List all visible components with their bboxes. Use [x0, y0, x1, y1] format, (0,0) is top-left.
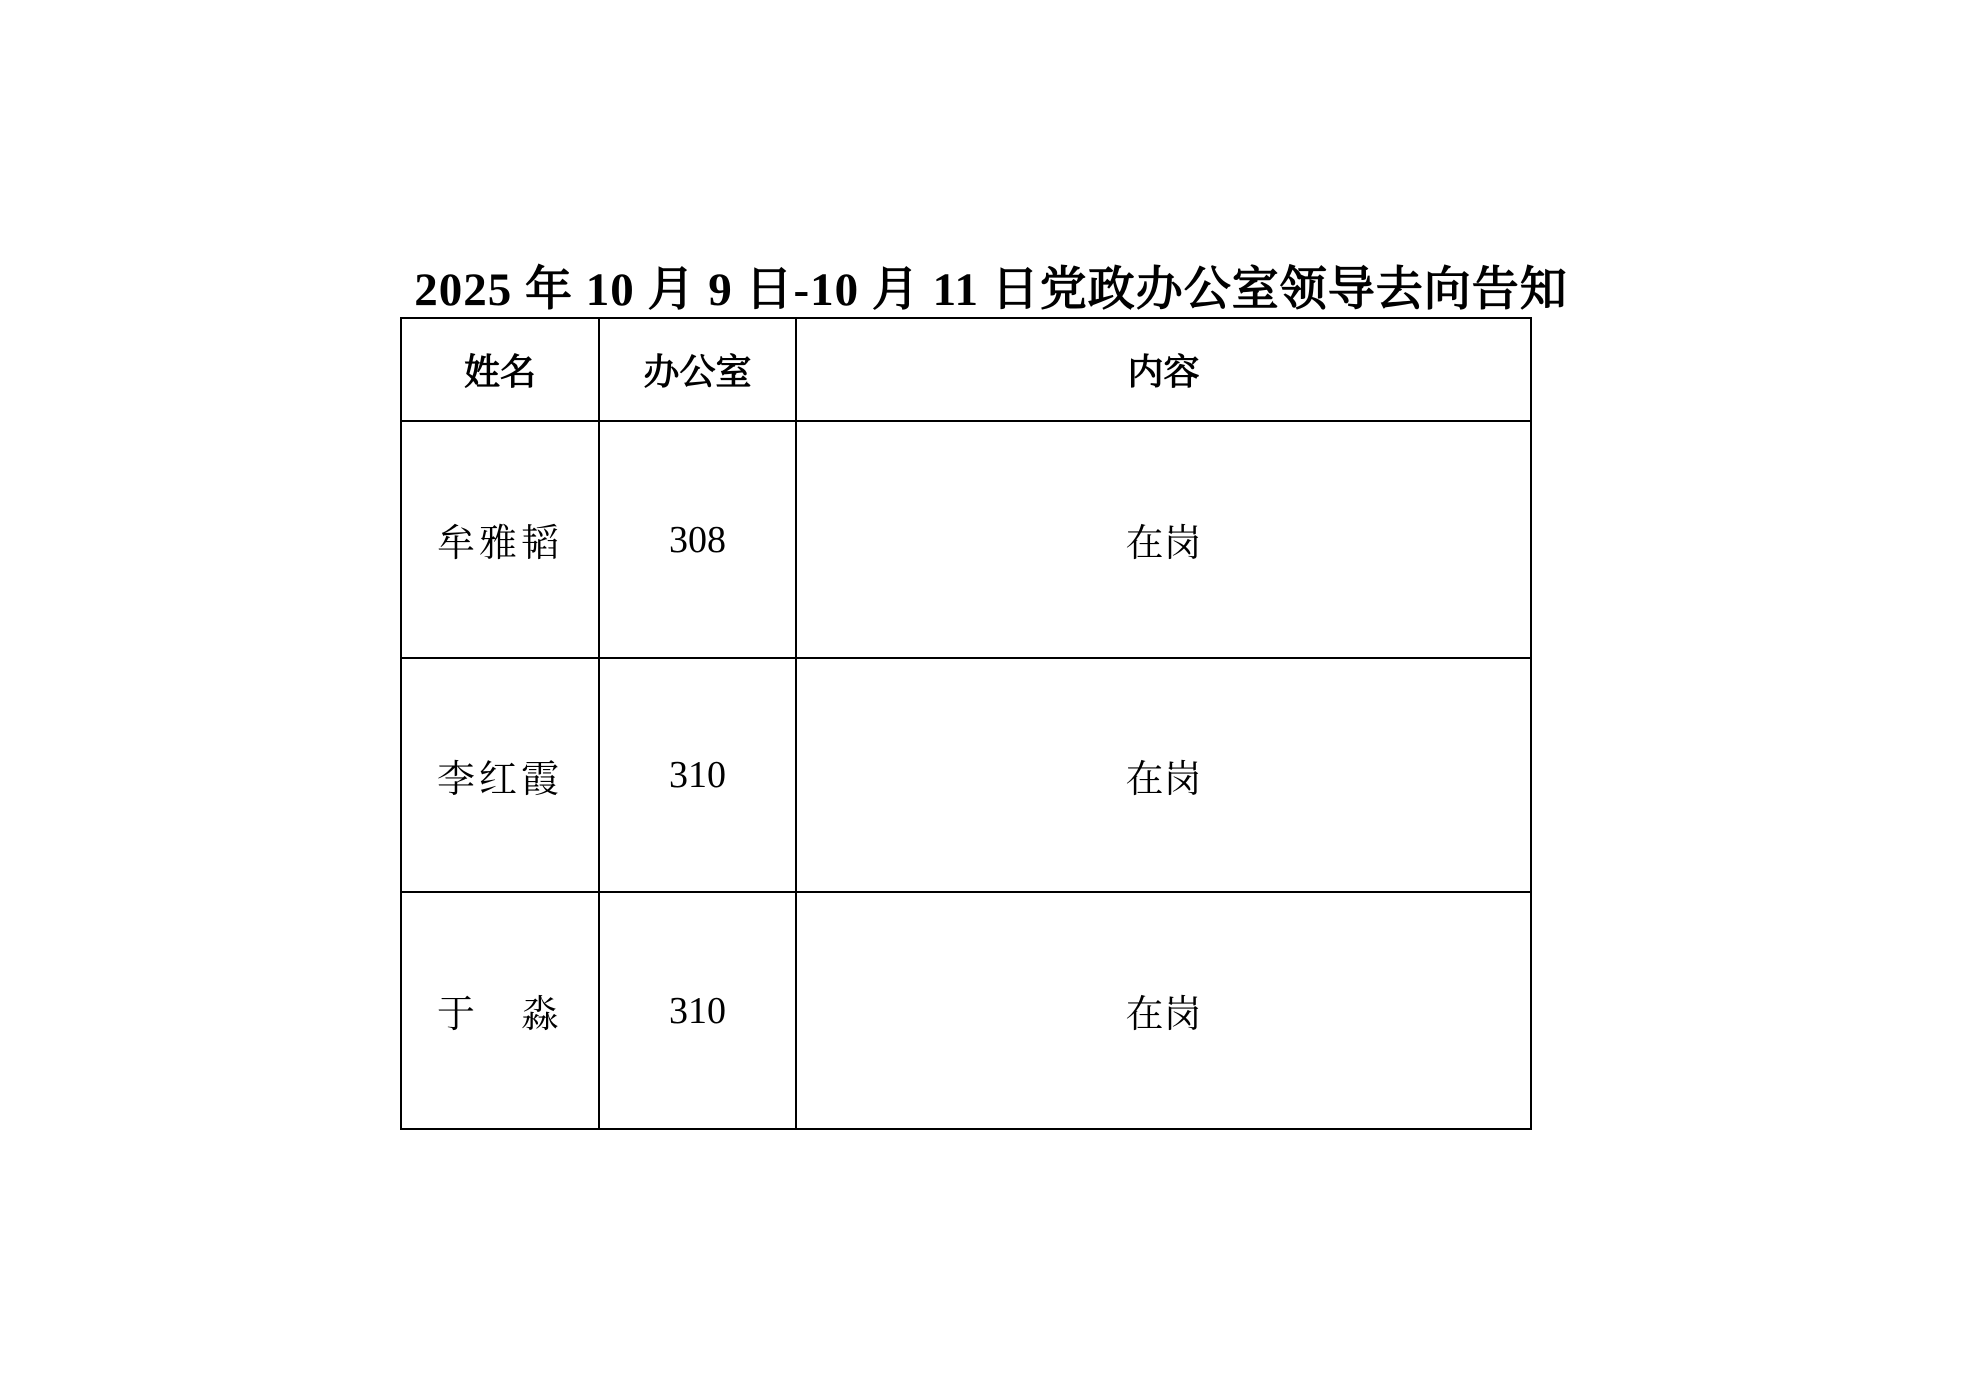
- name-cell: 于 淼: [401, 892, 599, 1129]
- column-header-content: 内容: [796, 318, 1531, 421]
- office-cell: 308: [599, 421, 796, 658]
- content-cell: 在岗: [796, 892, 1531, 1129]
- column-header-office: 办公室: [599, 318, 796, 421]
- office-cell: 310: [599, 658, 796, 892]
- whereabouts-table: [400, 317, 1532, 1130]
- office-cell: 310: [599, 892, 796, 1129]
- table-row: [401, 658, 1531, 892]
- content-cell: 在岗: [796, 421, 1531, 658]
- table-row: [401, 421, 1531, 658]
- document-title: 2025 年 10 月 9 日-10 月 11 日党政办公室领导去向告知: [414, 264, 1568, 316]
- name-cell: 牟雅韬: [401, 421, 599, 658]
- table-row: [401, 892, 1531, 1129]
- table-header-row: [401, 318, 1531, 421]
- content-cell: 在岗: [796, 658, 1531, 892]
- column-header-name: 姓名: [401, 318, 599, 421]
- name-cell: 李红霞: [401, 658, 599, 892]
